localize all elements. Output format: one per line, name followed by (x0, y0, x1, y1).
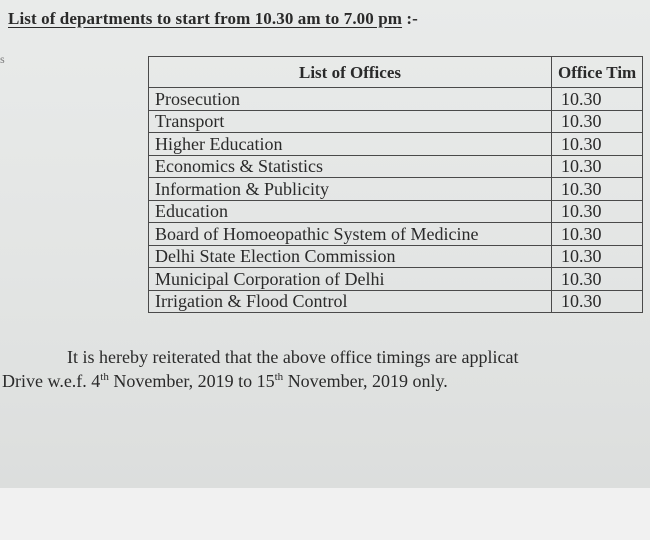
table-row (149, 110, 643, 133)
heading-title: List of departments to start from 10.30 am to 7.00 pm (8, 9, 403, 28)
table-row (149, 223, 643, 246)
office-name: Municipal Corporation of Delhi (149, 268, 552, 291)
page-heading (8, 9, 418, 29)
office-name: Higher Education (149, 133, 552, 156)
office-time: 10.30 (552, 290, 643, 313)
office-name: Delhi State Election Commission (149, 245, 552, 268)
office-time: 10.30 (552, 245, 643, 268)
office-name: Transport (149, 110, 552, 133)
header-list-of-offices: List of Offices (149, 57, 552, 88)
office-time: 10.30 (552, 155, 643, 178)
office-time: 10.30 (552, 133, 643, 156)
office-name: Information & Publicity (149, 178, 552, 201)
ordinal-superscript: th (100, 371, 109, 383)
notice-paragraph-line-2 (2, 371, 448, 392)
table-row (149, 178, 643, 201)
background-surface (0, 488, 650, 540)
office-name: Economics & Statistics (149, 155, 552, 178)
table-row (149, 155, 643, 178)
office-time: 10.30 (552, 268, 643, 291)
table-row (149, 88, 643, 111)
offices-table (148, 56, 643, 313)
table-row (149, 245, 643, 268)
heading-suffix: :- (402, 9, 418, 28)
office-name: Irrigation & Flood Control (149, 290, 552, 313)
office-time: 10.30 (552, 200, 643, 223)
table-row (149, 268, 643, 291)
office-name: Prosecution (149, 88, 552, 111)
table-row (149, 290, 643, 313)
table-row (149, 133, 643, 156)
notice-paragraph-line-1: It is hereby reiterated that the above office timings are applicat (67, 347, 519, 367)
office-time: 10.30 (552, 178, 643, 201)
edge-mark: s (0, 52, 5, 66)
line2-suffix: November, 2019 only. (283, 371, 448, 391)
table-row (149, 200, 643, 223)
table-header-row (149, 57, 643, 88)
office-name: Education (149, 200, 552, 223)
office-name: Board of Homoeopathic System of Medicine (149, 223, 552, 246)
header-office-timings: Office Tim (552, 57, 643, 88)
office-time: 10.30 (552, 110, 643, 133)
line2-middle: November, 2019 to 15 (108, 371, 275, 391)
line2-prefix: Drive w.e.f. 4 (2, 371, 101, 391)
ordinal-superscript: th (274, 371, 284, 383)
office-time: 10.30 (552, 88, 643, 111)
office-time: 10.30 (552, 223, 643, 246)
